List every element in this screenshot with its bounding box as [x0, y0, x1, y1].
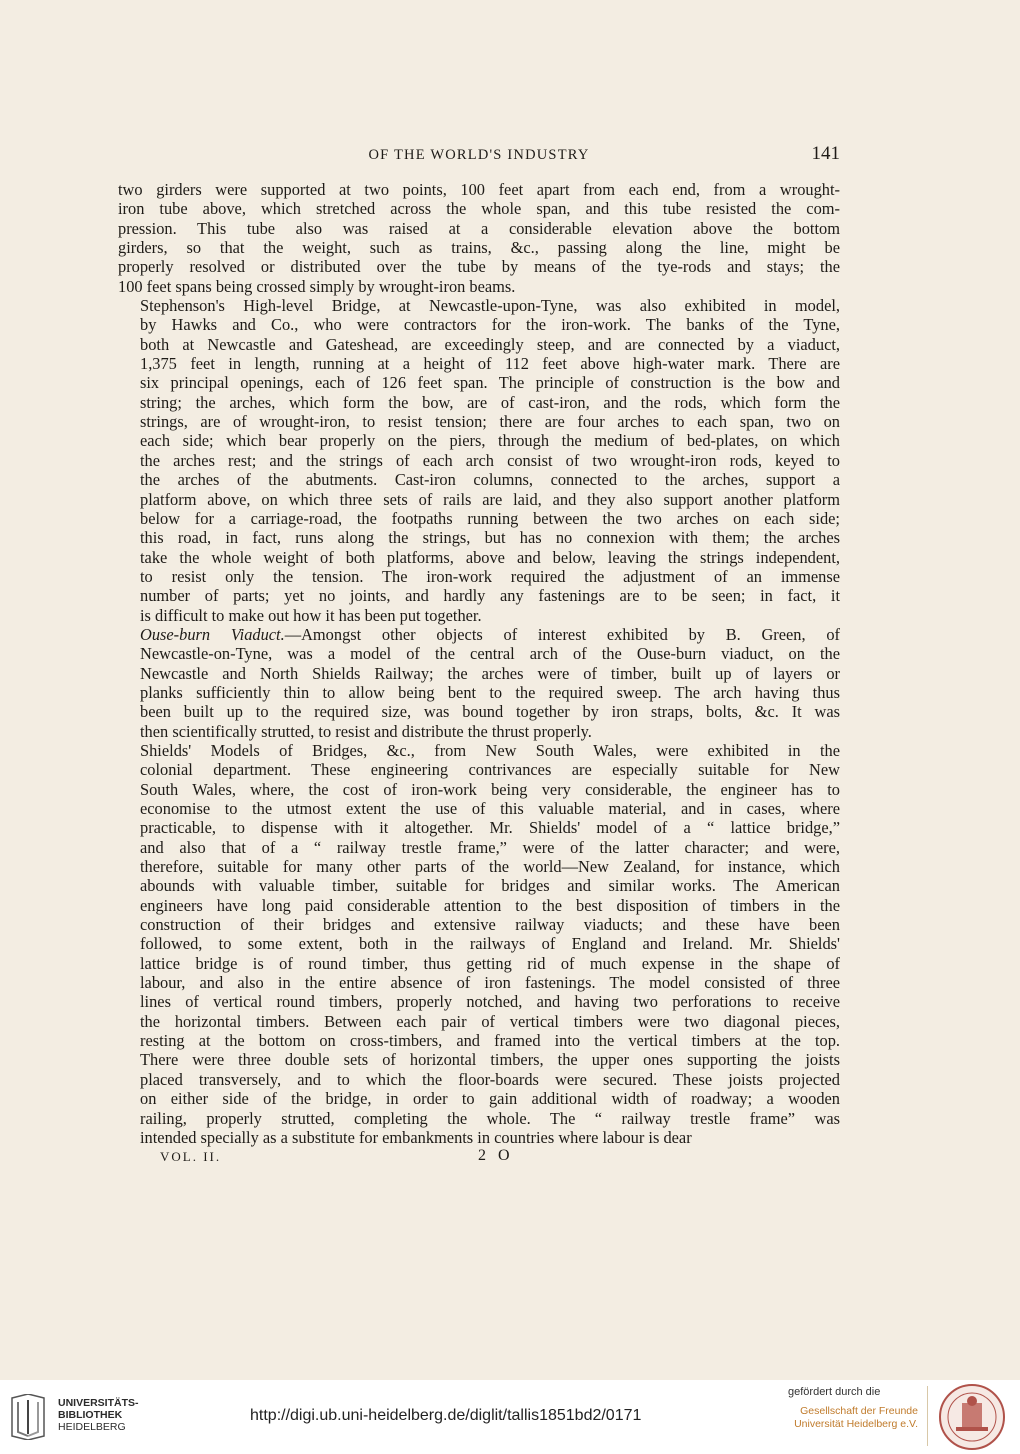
text-line: Shields' Models of Bridges, &c., from New South Wales, were exhibited in the [140, 740, 840, 760]
library-name-line3: HEIDELBERG [58, 1421, 126, 1433]
library-name [58, 1397, 139, 1433]
text-line: two girders were supported at two points, 100 feet apart from each end, from a wrought- [118, 180, 840, 199]
paragraph [118, 296, 840, 625]
text-line: and also that of a “ railway trestle frame,” were of the latter character; and were, [140, 837, 840, 857]
text-line: been built up to the required size, was bound together by iron straps, bolts, &c. It was [140, 702, 840, 722]
text-line: abounds with valuable timber, suitable for bridges and similar works. The American [140, 876, 840, 896]
text-line: is difficult to make out how it has been put together. [140, 605, 482, 625]
text-line: therefore, suitable for many other parts of the world—New Zealand, for instance, which [140, 857, 840, 877]
text-line: Newcastle-on-Tyne, was a model of the central arch of the Ouse-burn viaduct, on the [140, 644, 840, 664]
text-line: platform above, on which three sets of rails are laid, and they also support another platform [140, 489, 840, 509]
text-line: the arches of the abutments. Cast-iron columns, connected to the arches, support a [140, 470, 840, 490]
text-line: each side; which bear properly on the piers, through the medium of bed-plates, on which [140, 431, 840, 451]
university-seal-icon [936, 1383, 1008, 1451]
text-line [118, 625, 840, 644]
text-line: the horizontal timbers. Between each pair of vertical timbers were two diagonal pieces, [140, 1011, 840, 1031]
library-logo-icon [8, 1394, 48, 1440]
text-line: There were three double sets of horizontal timbers, the upper ones supporting the joists [140, 1050, 840, 1070]
text-line: railing, properly strutted, completing the whole. The “ railway trestle frame” was [140, 1108, 840, 1128]
text-line: this road, in fact, runs along the strings, but has no connexion with them; the arches [140, 528, 840, 548]
text-line: colonial department. These engineering contrivances are especially suitable for New [140, 760, 840, 780]
text-line: intended specially as a substitute for embankments in countries where labour is dear [140, 1127, 692, 1147]
text-line: iron tube above, which stretched across the whole span, and this tube resisted the com- [118, 199, 840, 219]
footer-divider [927, 1386, 928, 1446]
volume-mark: VOL. II. [160, 1149, 222, 1164]
sponsor-name [788, 1405, 918, 1431]
text-line: string; the arches, which form the bow, are of cast-iron, and the rods, which form the [140, 392, 840, 412]
text-line: pression. This tube also was raised at a considerable elevation above the bottom [118, 218, 840, 238]
paragraph [118, 180, 840, 296]
text-line: number of parts; yet no joints, and hardly any fastenings are to be seen; in fact, it [140, 586, 840, 606]
paragraph [118, 741, 840, 1147]
text-line: lines of vertical round timbers, properly notched, and having two perforations to receive [140, 992, 840, 1012]
text-line: economise to the utmost extent the use of this valuable material, and in cases, where [140, 799, 840, 818]
text-line: six principal openings, each of 126 feet span. The principle of construction is the bow and [140, 373, 840, 393]
text-line: on either side of the bridge, in order to gain additional width of roadway; a wooden [140, 1089, 840, 1109]
text-line: resting at the bottom on cross-timbers, and framed into the vertical timbers at the top. [140, 1031, 840, 1051]
text-line: by Hawks and Co., who were contractors for the iron-work. The banks of the Tyne, [140, 315, 840, 335]
text-line: the arches rest; and the strings of each arch consist of two wrought-iron rods, keyed to [140, 450, 840, 470]
library-name-line1: UNIVERSITÄTS- [58, 1397, 139, 1409]
text-line: Newcastle and North Shields Railway; the arches were of timber, built up of layers or [140, 663, 840, 683]
text-line: to resist only the tension. The iron-work required the adjustment of an immense [140, 566, 840, 586]
text-line: girders, so that the weight, such as trains, &c., passing along the line, might be [118, 238, 840, 258]
text-line: Stephenson's High-level Bridge, at Newcastle-upon-Tyne, was also exhibited in model, [140, 296, 840, 316]
library-name-line2: BIBLIOTHEK [58, 1409, 123, 1421]
text-line: take the whole weight of both platforms, above and below, leaving the strings independent, [140, 547, 840, 567]
text-line: properly resolved or distributed over the tube by means of the tye-rods and stays; the [118, 257, 840, 277]
signature-mark: 2 O [478, 1147, 514, 1164]
text-line: practicable, to dispense with it altogether. Mr. Shields' model of a “ lattice bridge,” [140, 818, 840, 838]
text-line: lattice bridge is of round timber, thus getting rid of much expense in the shape of [140, 953, 840, 973]
sponsor-name-line2: Universität Heidelberg e.V. [794, 1418, 918, 1430]
text-line: 100 feet spans being crossed simply by wrought-iron beams. [118, 276, 516, 296]
text-line: 1,375 feet in length, running at a height of 112 feet above high-water mark. There are [140, 354, 840, 374]
running-header [118, 143, 840, 167]
text-line: engineers have long paid considerable attention to the best disposition of timbers in the [140, 895, 840, 915]
text-line: below for a carriage-road, the footpaths running between the two arches on each side; [140, 508, 840, 528]
text-line: construction of their bridges and extensive railway viaducts; and these have been [140, 915, 840, 935]
permalink-url[interactable]: http://digi.ub.uni-heidelberg.de/diglit/tallis1851bd2/0171 [250, 1407, 642, 1424]
signature-line [160, 1149, 560, 1169]
sponsor-label: gefördert durch die [788, 1386, 881, 1398]
text-line: both at Newcastle and Gateshead, are exceedingly steep, and are connected by a viaduct, [140, 334, 840, 354]
page-number: 141 [811, 143, 840, 164]
paragraph [118, 625, 840, 741]
digitization-footer [0, 1380, 1020, 1454]
text-line: South Wales, where, the cost of iron-work being very considerable, the engineer has to [140, 779, 840, 799]
running-title: OF THE WORLD'S INDUSTRY [368, 147, 590, 163]
text-line: placed transversely, and to which the floor-boards were secured. These joists projected [140, 1069, 840, 1089]
text-line: planks sufficiently thin to allow being bent to the required sweep. The arch having thus [140, 682, 840, 702]
italic-heading: Ouse-burn Viaduct. [140, 624, 285, 644]
sponsor-name-line1: Gesellschaft der Freunde [800, 1405, 918, 1417]
text-line: then scientifically strutted, to resist and distribute the thrust properly. [140, 721, 592, 741]
text-line: strings, are of wrought-iron, to resist tension; there are four arches to each span, two on [140, 412, 840, 432]
text-line: followed, to some extent, both in the railways of England and Ireland. Mr. Shields' [140, 934, 840, 954]
body-text [118, 180, 840, 1147]
text-line: labour, and also in the entire absence of iron fastenings. The model consisted of three [140, 973, 840, 993]
text-run: —Amongst other objects of interest exhibited by B. Green, of [284, 624, 840, 644]
